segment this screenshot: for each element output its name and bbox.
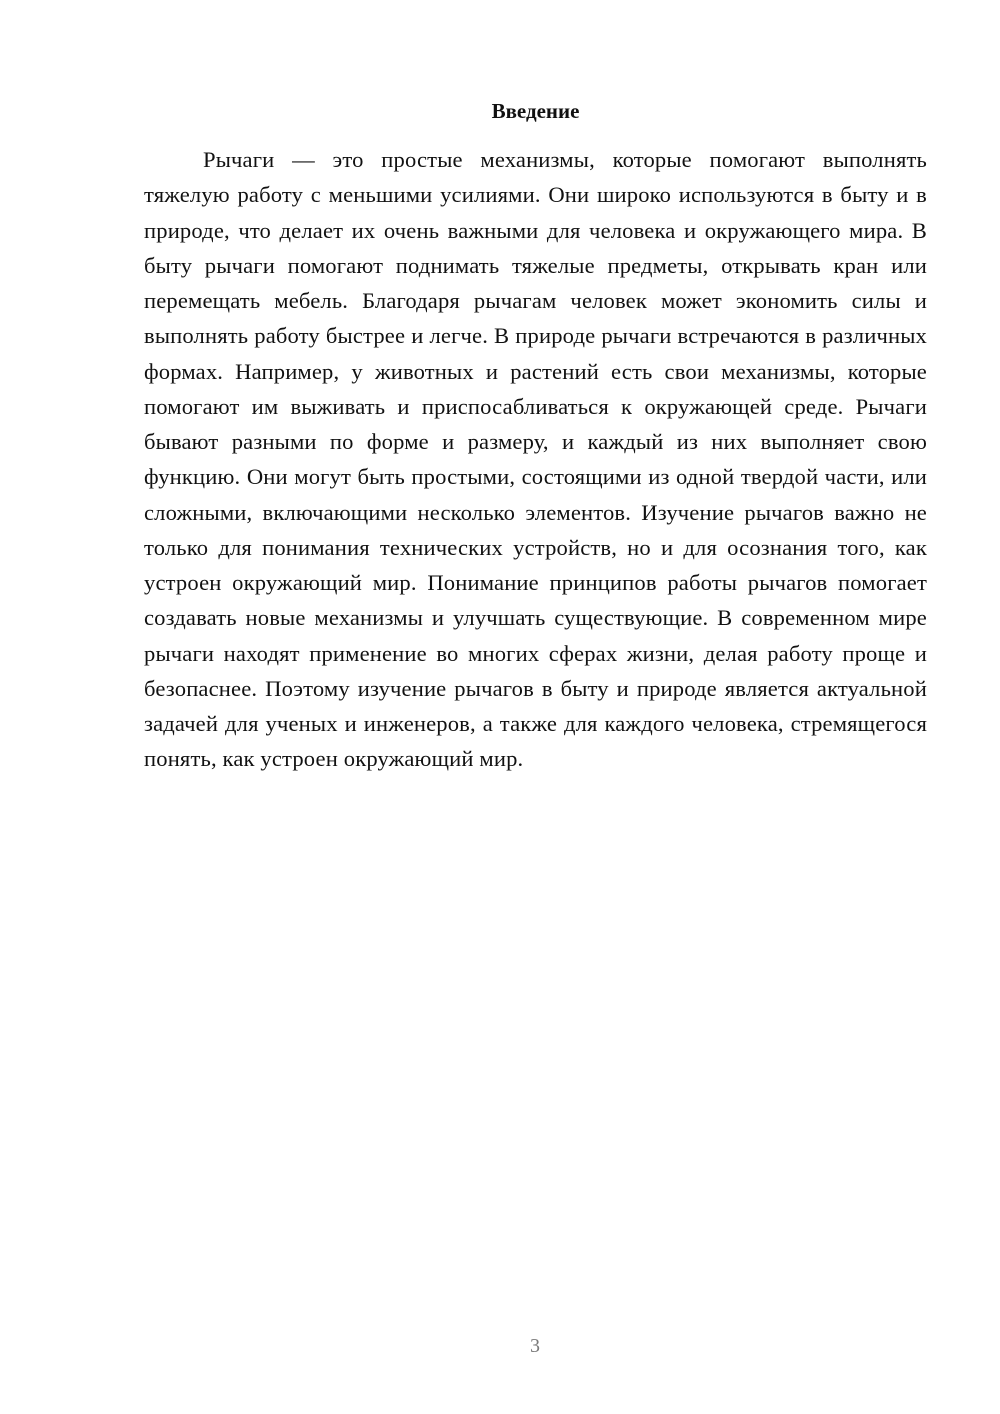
page-number: 3 — [530, 1335, 540, 1357]
body-paragraph: Рычаги — это простые механизмы, которые помогают выполнять тяжелую работу с меньшими усилиями. Они широко используются в быту и в природе, что делает их очень важными для человека и окружающего мира. В быту рычаги помогают поднимать тяжелые предметы, открывать кран или перемещать мебель. Благодаря рычагам человек может экономить силы и выполнять работу быстрее и легче. В природе рычаги встречаются в различных формах. Например, у животных и растений есть свои механизмы, которые помогают им выживать и приспосабливаться к окружающей среде. Рычаги бывают разными по форме и размеру, и каждый из них выполняет свою функцию. Они могут быть простыми, состоящими из одной твердой части, или сложными, включающими несколько элементов. Изучение рычагов важно не только для понимания технических устройств, но и для осознания того, как устроен окружающий мир. Понимание принципов работы рычагов помогает создавать новые механизмы и улучшать существующие. В современном мире рычаги находят применение во многих сферах жизни, делая работу проще и безопаснее. Поэтому изучение рычагов в быту и природе является актуальной задачей для ученых и инженеров, а также для каждого человека, стремящегося понять, как устроен окружающий мир. — [144, 147, 927, 772]
section-heading: Введение — [491, 99, 580, 123]
